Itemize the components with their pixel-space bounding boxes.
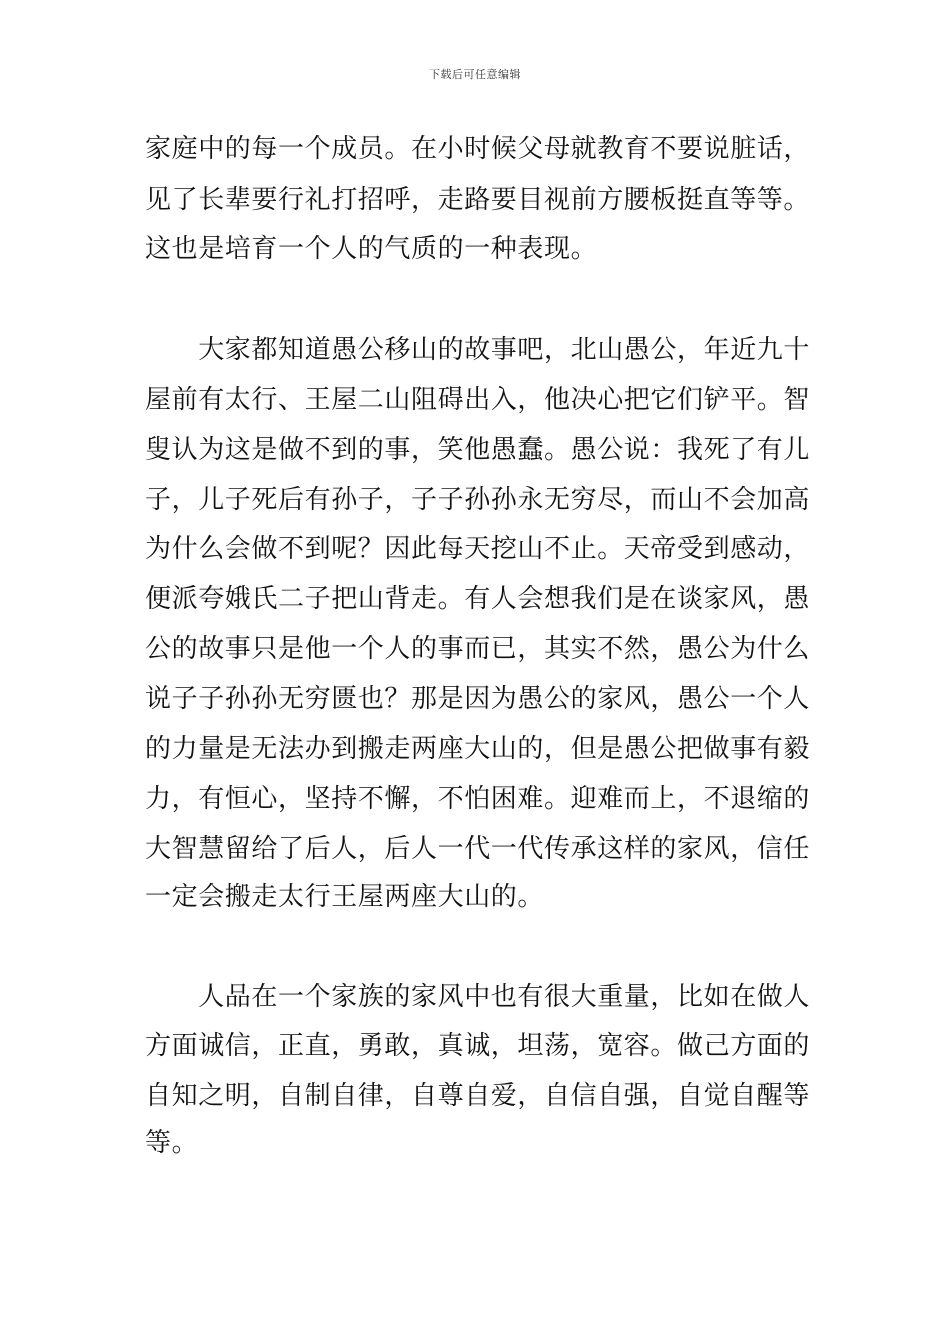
text-line: 公的故事只是他一个人的事而已，其实不然，愚公为什么 — [145, 634, 811, 664]
text-line: 叟认为这是做不到的事，笑他愚蠢。愚公说：我死了有儿 — [145, 435, 811, 465]
text-line: 方面诚信，正直，勇敢，真诚，坦荡，宽容。做己方面的 — [145, 1031, 811, 1061]
text-line: 自知之明，自制自律，自尊自爱，自信自强，自觉自醒等 — [145, 1081, 811, 1111]
text-line: 力，有恒心，坚持不懈，不怕困难。迎难而上，不退缩的 — [145, 784, 811, 814]
text-line: 家庭中的每一个成员。在小时候父母就教育不要说脏话， — [145, 134, 811, 164]
text-line: 子，儿子死后有孙子，子子孙孙永无穷尽，而山不会加高 — [145, 485, 811, 515]
text-line: 见了长辈要行礼打招呼，走路要目视前方腰板挺直等等。 — [145, 185, 811, 215]
page-header: 下载后可任意编辑 — [429, 68, 521, 81]
text-line: 人品在一个家族的家风中也有很大重量，比如在做人 — [145, 982, 811, 1012]
text-line: 为什么会做不到呢？因此每天挖山不止。天帝受到感动， — [145, 534, 811, 564]
text-line: 这也是培育一个人的气质的一种表现。 — [145, 234, 598, 264]
text-line: 便派夸娥氏二子把山背走。有人会想我们是在谈家风，愚 — [145, 584, 811, 614]
text-line: 屋前有太行、王屋二山阻碍出入，他决心把它们铲平。智 — [145, 385, 811, 415]
text-line: 等。 — [145, 1128, 199, 1158]
text-line: 一定会搬走太行王屋两座大山的。 — [145, 882, 545, 912]
text-line: 说子子孙孙无穷匮也？那是因为愚公的家风，愚公一个人 — [145, 684, 811, 714]
text-line: 大智慧留给了后人，后人一代一代传承这样的家风，信任 — [145, 834, 811, 864]
text-line: 的力量是无法办到搬走两座大山的，但是愚公把做事有毅 — [145, 734, 811, 764]
text-line: 大家都知道愚公移山的故事吧，北山愚公，年近九十 — [145, 335, 811, 365]
